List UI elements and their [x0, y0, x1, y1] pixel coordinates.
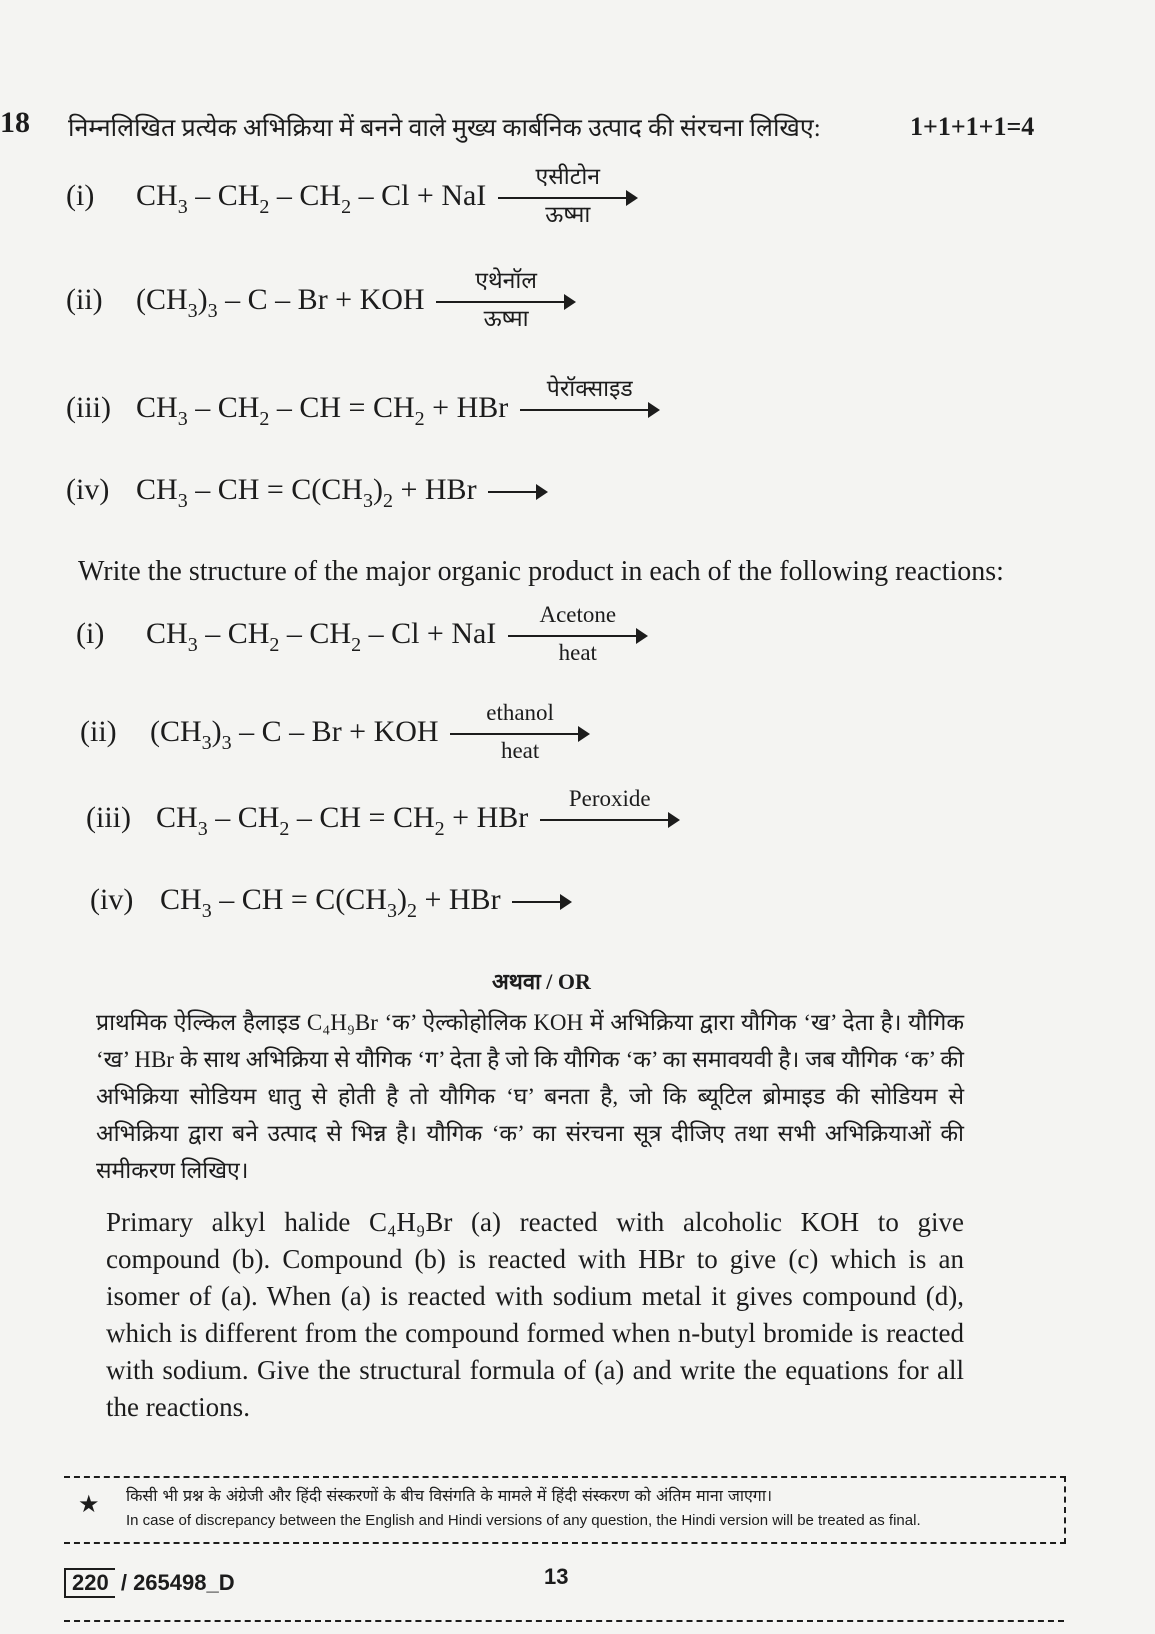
- reaction-arrow: Acetone heat: [508, 616, 648, 656]
- reaction-english-1: (i) $CH_3 - CH_2 - CH_2$ – Cl + NaI Acetone heat: [76, 614, 648, 665]
- english-paragraph: Primary alkyl halide C₄H₉Br (a) reacted with alcoholic KOH to give compound (b). Compound (b) is reacted with HBr to give (c) which is an isomer of (a). When (a) is reacted with sodium metal it gives compound (d), which is different from the compound formed when n-butyl bromide is reacted with sodium. Give the structural formula of (a) and write the equations for all the reactions.: [106, 1207, 964, 1422]
- reaction-english-4: (iv) $CH_3$ – CH = $C(CH_3)_2$ + HBr: [90, 880, 572, 931]
- paper-code-text: / 265498_D: [120, 1570, 235, 1595]
- reaction-number: (iv): [90, 883, 134, 916]
- reaction-arrow: एसीटोन ऊष्मा: [498, 178, 638, 218]
- box-code: 220: [64, 1568, 115, 1598]
- question-number: 18: [0, 106, 30, 139]
- star-icon: ★: [78, 1492, 100, 1518]
- page-number: 13: [544, 1564, 569, 1589]
- reaction-arrow: Peroxide: [540, 800, 680, 840]
- english-instruction: Write the structure of the major organic product in each of the following reactions:: [78, 556, 1004, 587]
- reaction-hindi-2: (ii) $(CH_3)_3$ – C – Br + KOH एथेनॉल ऊष्मा: [66, 280, 576, 331]
- reaction-english-2: (ii) $(CH_3)_3$ – C – Br + KOH ethanol heat: [80, 712, 590, 763]
- reaction-english-3: (iii) $CH_3 - CH_2$ – CH = $CH_2$ + HBr Peroxide: [86, 798, 680, 849]
- question-marks: 1+1+1+1=4: [910, 112, 1035, 141]
- reaction-number: (ii): [80, 715, 117, 748]
- reaction-arrow: [512, 882, 572, 922]
- bottom-rule: [64, 1620, 1064, 1622]
- reaction-arrow: एथेनॉल ऊष्मा: [436, 282, 576, 322]
- note-english: In case of discrepancy between the English and Hindi versions of any question, the Hindi version will be treated as final.: [126, 1512, 921, 1529]
- reaction-number: (iii): [66, 391, 111, 424]
- hindi-paragraph: प्राथमिक ऐल्किल हैलाइड C₄H₉Br ‘क’ ऐल्कोहोलिक KOH में अभिक्रिया द्वारा यौगिक ‘ख’ देता है। यौगिक ‘ख’ HBr के साथ अभिक्रिया से यौगिक ‘ग’ देता है जो कि यौगिक ‘क’ का समावयवी है। जब यौगिक ‘क’ की अभिक्रिया सोडियम धातु से होती है तो यौगिक ‘घ’ बनता है, जो कि ब्यूटिल ब्रोमाइड की सोडियम से अभिक्रिया द्वारा बने उत्पाद से भिन्न है। यौगिक ‘क’ का संरचना सूत्र दीजिए तथा सभी अभिक्रियाओं की समीकरण लिखिए।: [96, 1010, 964, 1183]
- paper-code: [64, 1568, 235, 1598]
- reaction-number: (ii): [66, 283, 103, 316]
- reaction-number: (i): [66, 179, 95, 212]
- question-title-hindi: निम्नलिखित प्रत्येक अभिक्रिया में बनने वाले मुख्य कार्बनिक उत्पाद की संरचना लिखिए:: [68, 115, 821, 142]
- reaction-hindi-4: (iv) $CH_3$ – CH = $C(CH_3)_2$ + HBr: [66, 470, 548, 521]
- reaction-number: (i): [76, 617, 105, 650]
- reaction-hindi-1: (i) $CH_3 - CH_2 - CH_2$ – Cl + NaI एसीटोन ऊष्मा: [66, 176, 638, 227]
- reaction-arrow: [488, 472, 548, 512]
- reaction-number: (iii): [86, 801, 131, 834]
- reaction-arrow: पेरॉक्साइड: [520, 390, 660, 430]
- or-separator: अथवा / OR: [492, 969, 591, 994]
- reaction-number: (iv): [66, 473, 110, 506]
- reaction-hindi-3: (iii) $CH_3 - CH_2$ – CH = $CH_2$ + HBr पेरॉक्साइड: [66, 388, 660, 439]
- reaction-arrow: ethanol heat: [450, 714, 590, 754]
- note-hindi: किसी भी प्रश्न के अंग्रेजी और हिंदी संस्करणों के बीच विसंगति के मामले में हिंदी संस्करण को अंतिम माना जाएगा।: [126, 1486, 773, 1505]
